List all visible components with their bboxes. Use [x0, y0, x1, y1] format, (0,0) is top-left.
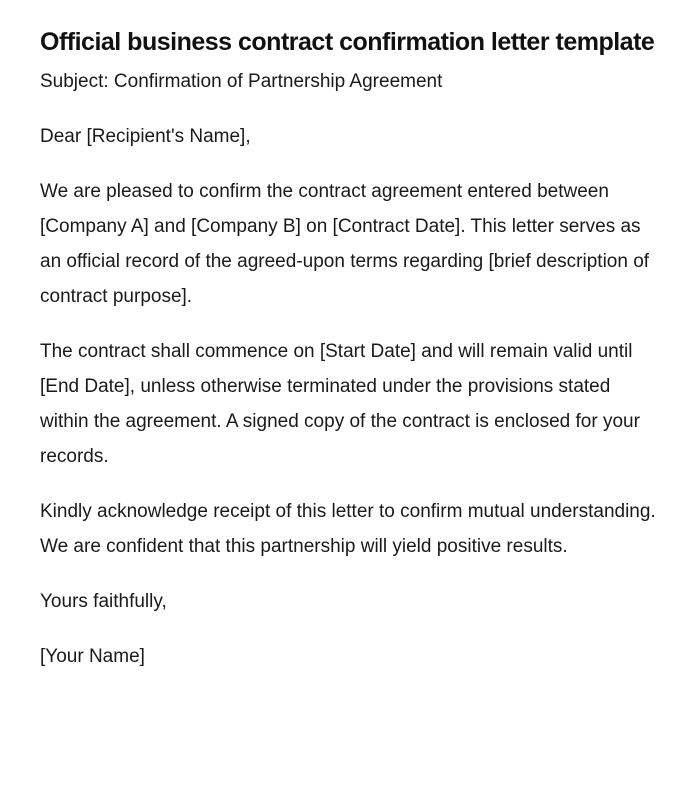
letter-paragraph-3: Kindly acknowledge receipt of this letter to confirm mutual understanding. We are confident that this partnership will yield positive results. [40, 501, 656, 557]
letter-subject: Subject: Confirmation of Partnership Agreement [40, 71, 443, 92]
letter-paragraph-2: The contract shall commence on [Start Date] and will remain valid until [End Date], unless otherwise terminated under the provisions stated within the agreement. A signed copy of the contract is enclosed for your records. [40, 341, 640, 467]
letter-closing: Yours faithfully, [40, 591, 167, 612]
letter-signature: [Your Name] [40, 646, 145, 667]
page-title: Official business contract confirmation letter template [40, 28, 655, 56]
letter-salutation: Dear [Recipient's Name], [40, 126, 251, 147]
letter-paragraph-1: We are pleased to confirm the contract agreement entered between [Company A] and [Company B] on [Contract Date]. This letter serves as an official record of the agreed-upon terms regarding [brief description of contract purpose]. [40, 181, 650, 307]
